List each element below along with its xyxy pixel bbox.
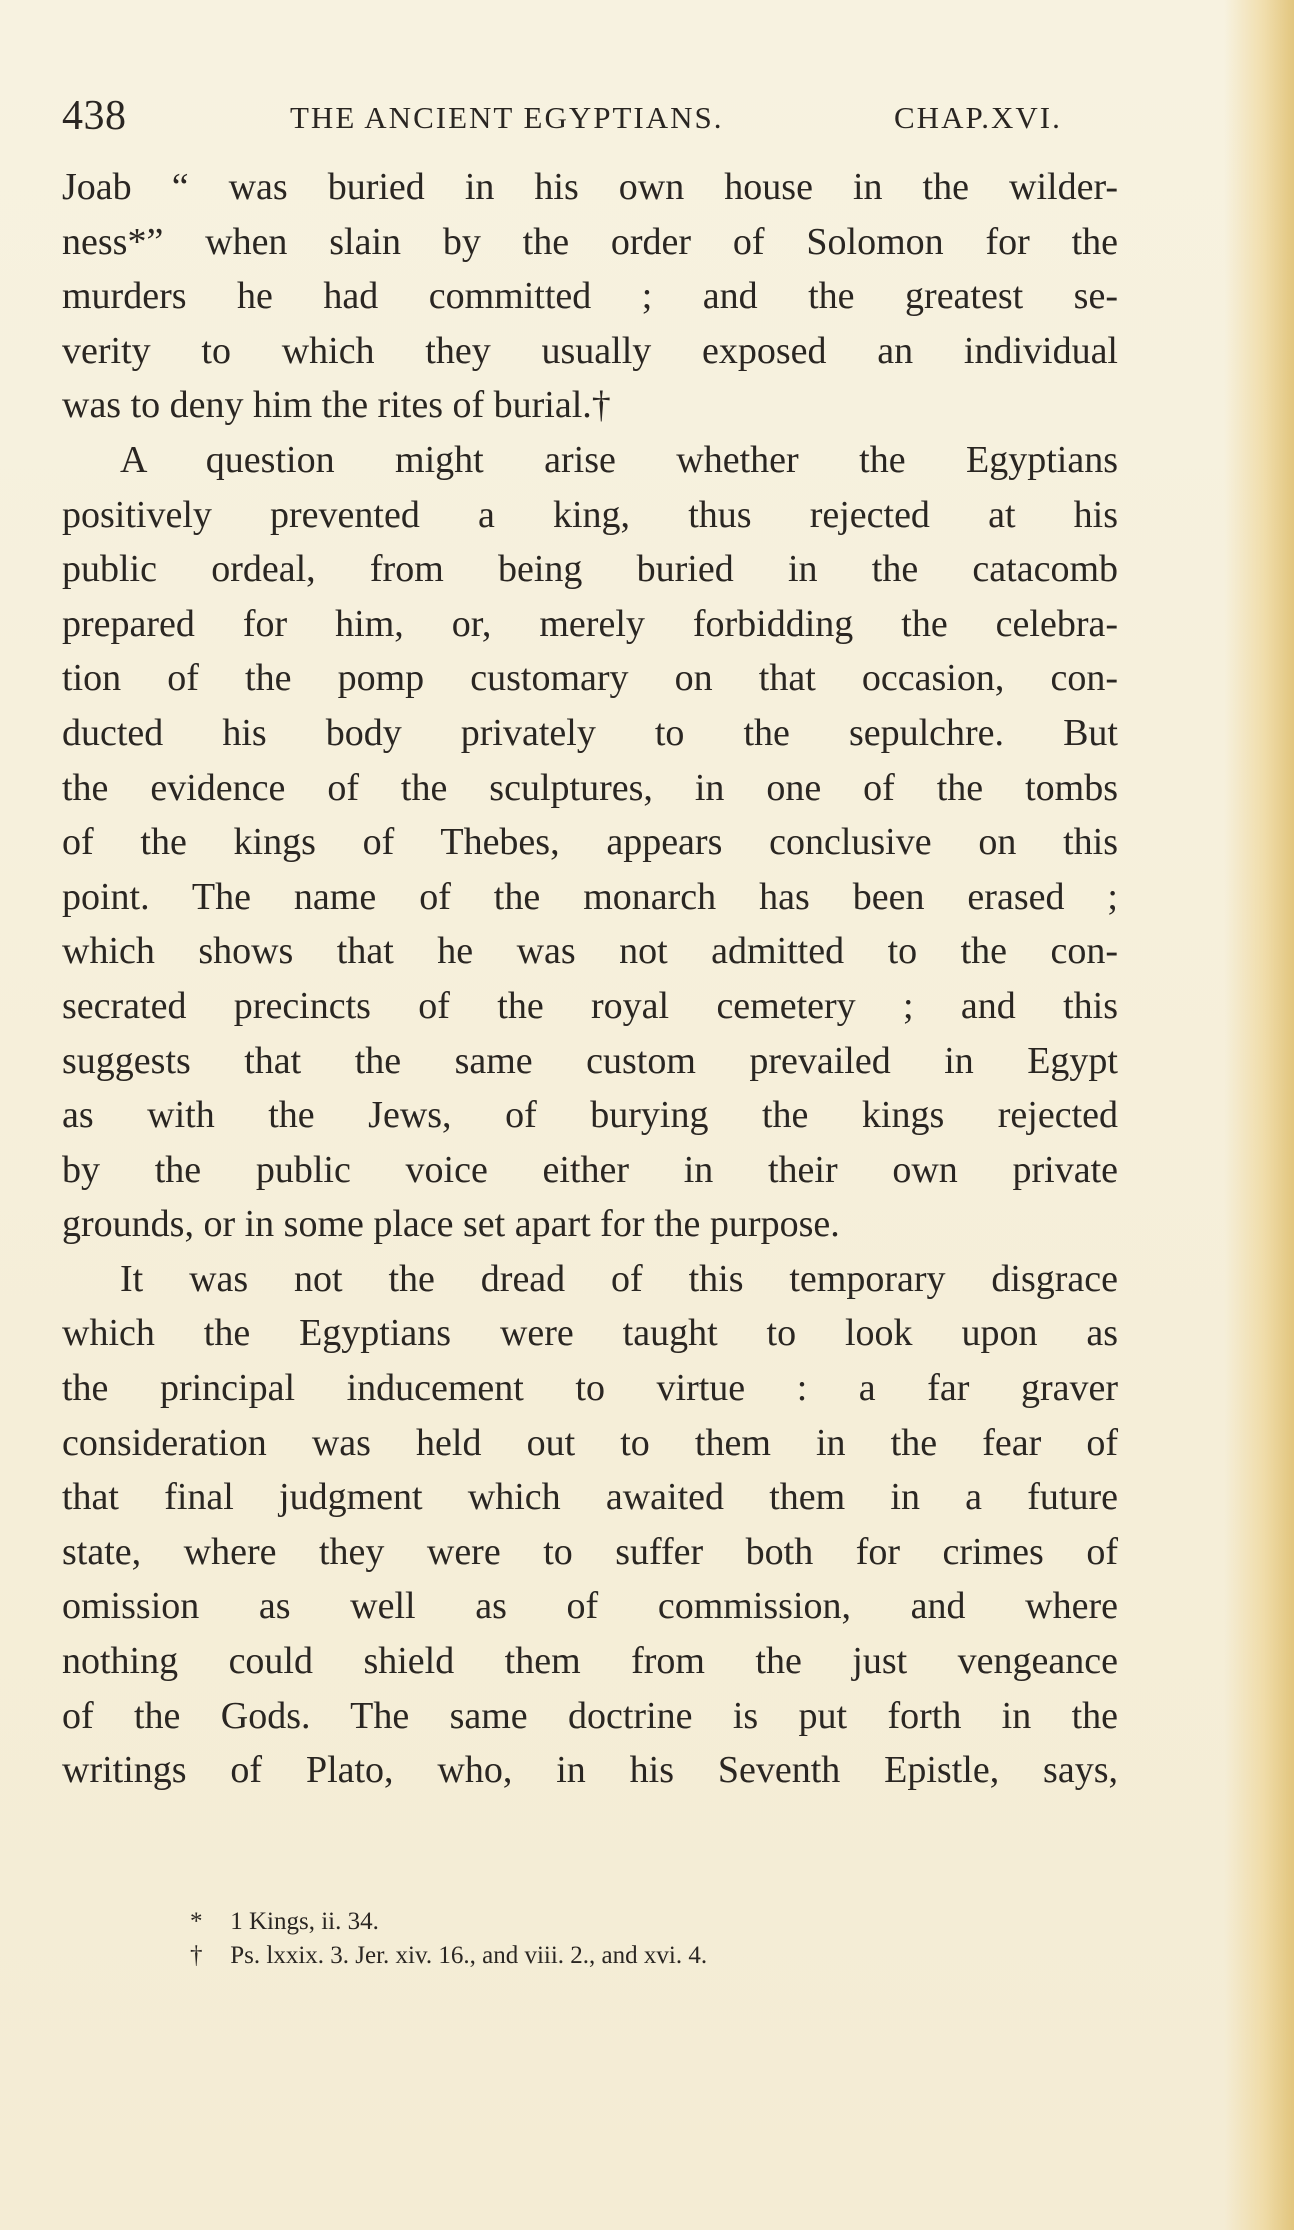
text-line: secrated precincts of the royal cemetery ; and this xyxy=(62,984,1118,1027)
text-line: which shows that he was not admitted to the con- xyxy=(62,930,1118,973)
footnote-text: Ps. lxxix. 3. Jer. xiv. 16., and viii. 2., and xvi. 4. xyxy=(230,1942,708,1969)
text-line: positively prevented a king, thus rejected at his xyxy=(62,493,1118,536)
text-line: omission as well as of commission, and where xyxy=(62,1585,1118,1628)
text-line: ducted his body privately to the sepulchre. But xyxy=(62,711,1118,754)
footnote xyxy=(190,1905,1090,1939)
running-title: THE ANCIENT EGYPTIANS. xyxy=(290,100,724,135)
text-line: as with the Jews, of burying the kings rejected xyxy=(62,1094,1118,1137)
text-line: prepared for him, or, merely forbidding the celebra- xyxy=(62,602,1118,645)
text-line: that final judgment which awaited them in a future xyxy=(62,1476,1118,1519)
text-line: of the kings of Thebes, appears conclusive on this xyxy=(62,821,1118,864)
text-line: state, where they were to suffer both for crimes of xyxy=(62,1530,1118,1573)
text-line: public ordeal, from being buried in the catacomb xyxy=(62,548,1118,591)
paragraph-start-line: A question might arise whether the Egyptians xyxy=(120,438,1118,481)
page-number: 438 xyxy=(62,93,127,139)
text-line: verity to which they usually exposed an individual xyxy=(62,329,1118,372)
text-line: point. The name of the monarch has been erased ; xyxy=(62,875,1118,918)
text-line: which the Egyptians were taught to look upon as xyxy=(62,1312,1118,1355)
text-line: the principal inducement to virtue : a far graver xyxy=(62,1367,1118,1410)
body-text xyxy=(62,160,1118,1798)
footnote-text: 1 Kings, ii. 34. xyxy=(230,1908,379,1935)
text-line: of the Gods. The same doctrine is put forth in the xyxy=(62,1694,1118,1737)
text-line: Joab “ was buried in his own house in the wilder- xyxy=(62,166,1118,208)
footnote-mark: * xyxy=(190,1908,203,1935)
footnote xyxy=(190,1939,1090,1973)
text-line: murders he had committed ; and the greatest se- xyxy=(62,275,1118,318)
text-line: writings of Plato, who, in his Seventh Epistle, says, xyxy=(62,1749,1118,1792)
footnote-mark: † xyxy=(190,1942,203,1969)
text-line: nothing could shield them from the just vengeance xyxy=(62,1640,1118,1683)
chapter-label: CHAP.XVI. xyxy=(894,100,1062,135)
text-line: consideration was held out to them in the fear of xyxy=(62,1421,1118,1464)
text-line: the evidence of the sculptures, in one of the tombs xyxy=(62,766,1118,809)
page-header xyxy=(62,92,1152,138)
text-line: tion of the pomp customary on that occasion, con- xyxy=(62,657,1118,700)
text-line: by the public voice either in their own private xyxy=(62,1148,1118,1191)
text-line: was to deny him the rites of burial.† xyxy=(62,384,611,427)
footnotes xyxy=(190,1905,1090,1973)
text-line: grounds, or in some place set apart for the purpose. xyxy=(62,1203,840,1246)
paragraph-start-line: It was not the dread of this temporary disgrace xyxy=(120,1257,1118,1300)
text-line: ness*” when slain by the order of Solomon for the xyxy=(62,220,1118,263)
text-line: suggests that the same custom prevailed in Egypt xyxy=(62,1039,1118,1082)
